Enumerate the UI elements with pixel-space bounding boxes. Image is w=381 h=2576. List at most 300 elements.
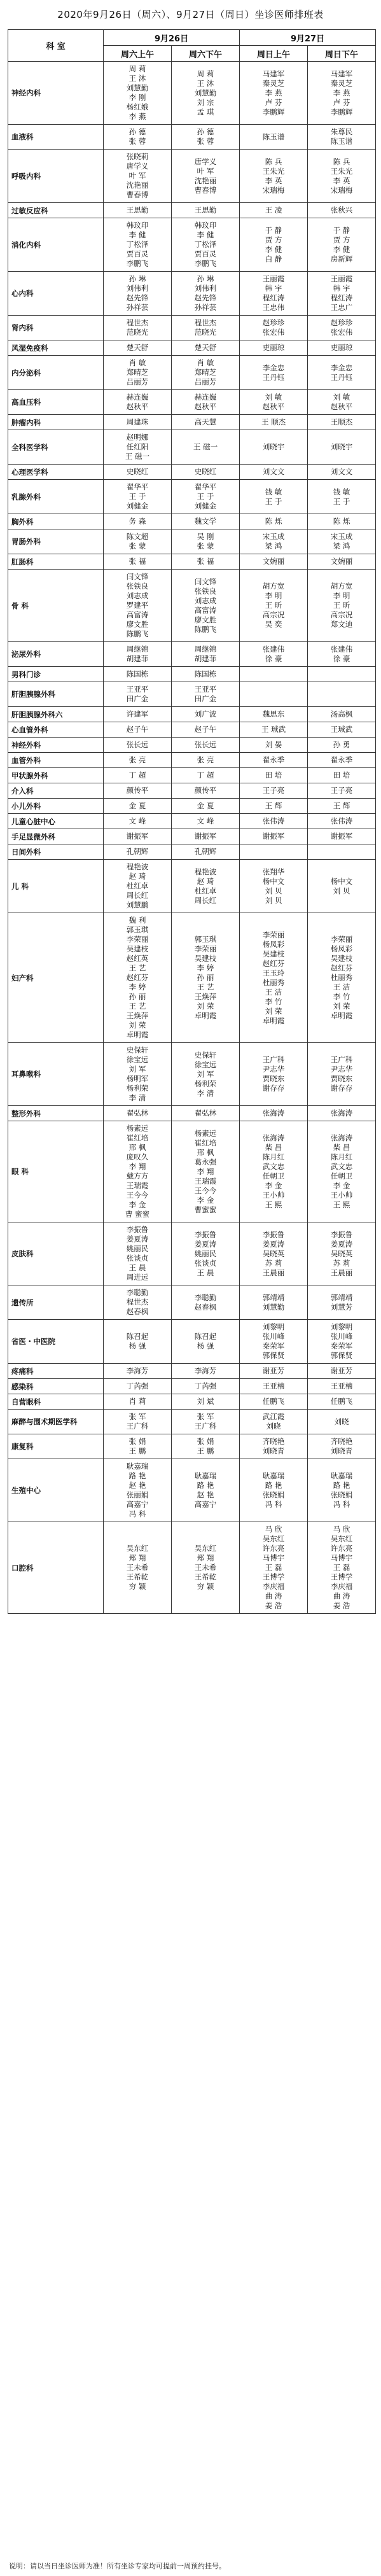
- doctor-name: 史晓红: [126, 467, 149, 476]
- session-cell: [240, 1394, 308, 1410]
- session-cell: [172, 316, 240, 340]
- doctor-name: 张长远: [194, 740, 217, 749]
- doctor-name: 梁 鸿: [265, 542, 282, 550]
- doctor-name: 周进远: [126, 1273, 149, 1282]
- table-row: [8, 514, 376, 529]
- session-cell: [172, 1222, 240, 1285]
- doctor-name: 陈月红: [330, 1152, 353, 1161]
- doctor-name: 李 英: [333, 176, 350, 185]
- doctor-name: 赵子午: [194, 725, 217, 734]
- table-row: [8, 642, 376, 667]
- doctor-name: 赵秋平: [126, 402, 149, 411]
- doctor-name: 王顺杰: [330, 417, 353, 426]
- session-cell: [104, 150, 172, 203]
- department-name: 省医・中医院: [8, 1320, 104, 1364]
- doctor-name: 赵珍珍: [262, 318, 285, 327]
- doctor-name: 吴建枝: [330, 954, 353, 963]
- session-cell: [172, 722, 240, 738]
- session-cell: [240, 390, 308, 415]
- doctor-name: 郑晴芝: [126, 368, 149, 377]
- doctor-name: 李 健: [265, 244, 282, 254]
- doctor-name: 刘志成: [194, 596, 217, 605]
- doctor-name: 陈玉谱: [330, 137, 353, 146]
- doctor-name: 翟华平: [126, 482, 149, 491]
- doctor-name: 金 夏: [197, 801, 214, 810]
- doctor-name: 马建军: [330, 69, 353, 78]
- session-cell: [172, 783, 240, 799]
- doctor-name: 王亚楠: [262, 1382, 285, 1390]
- doctor-name: 陈国栋: [126, 669, 149, 678]
- doctor-name: 赵 艳: [128, 1481, 146, 1490]
- doctor-name: 卓明霞: [126, 1030, 149, 1039]
- session-cell: [172, 707, 240, 722]
- header-sun-pm: 周日下午: [308, 46, 376, 62]
- table-row: [8, 753, 376, 768]
- doctor-name: 韩 宇: [333, 284, 350, 293]
- doctor-name: 杨素远: [194, 1128, 217, 1138]
- doctor-name: 王思勤: [126, 206, 149, 214]
- table-row: [8, 1410, 376, 1434]
- doctor-name: 卓明霞: [262, 1016, 285, 1025]
- doctor-name: 王未希: [126, 1563, 149, 1572]
- doctor-name: 刘 敏: [333, 393, 350, 402]
- doctor-name: 崔红培: [194, 1138, 217, 1147]
- table-row: [8, 1522, 376, 1614]
- doctor-name: 王希乾: [194, 1572, 217, 1581]
- doctor-name: 李 明: [333, 591, 350, 600]
- department-name: 耳鼻喉科: [8, 1043, 104, 1106]
- doctor-name: 王小帅: [330, 1191, 353, 1200]
- doctor-name: 肖 莉: [128, 1397, 146, 1406]
- session-cell: [308, 62, 376, 125]
- session-cell: [240, 768, 308, 783]
- session-cell: [104, 1320, 172, 1364]
- session-cell: [308, 150, 376, 203]
- header-dept: 科 室: [8, 30, 104, 62]
- session-cell: [308, 1222, 376, 1285]
- session-cell: [308, 203, 376, 218]
- session-cell: [240, 316, 308, 340]
- department-name: 心理医学科: [8, 465, 104, 480]
- session-cell: [240, 62, 308, 125]
- doctor-name: 张 娟: [197, 1437, 214, 1446]
- doctor-name: 李鹏辉: [330, 107, 353, 116]
- doctor-name: 张海涛: [262, 1109, 285, 1117]
- session-cell: [172, 465, 240, 480]
- session-cell: [240, 1522, 308, 1614]
- doctor-name: 赵红芬: [262, 958, 285, 968]
- session-cell: [172, 529, 240, 554]
- doctor-name: 苏 莉: [265, 1258, 282, 1268]
- session-cell: [104, 272, 172, 316]
- doctor-name: 郑 翔: [197, 1553, 214, 1562]
- doctor-name: 高天慧: [194, 417, 217, 426]
- session-cell: [104, 768, 172, 783]
- doctor-name: 刘广波: [194, 710, 217, 718]
- session-cell: [104, 529, 172, 554]
- table-row: [8, 913, 376, 1043]
- doctor-name: 胡建菲: [126, 654, 149, 663]
- session-cell: [172, 844, 240, 860]
- doctor-name: 李 金: [128, 1200, 146, 1209]
- session-cell: [172, 1364, 240, 1379]
- doctor-name: 李荣丽: [330, 935, 353, 944]
- doctor-name: 王 沐: [128, 74, 146, 83]
- doctor-name: 赵春枫: [194, 1302, 217, 1312]
- doctor-name: 翟弘林: [126, 1109, 149, 1117]
- session-cell: [104, 480, 172, 514]
- session-cell: [240, 465, 308, 480]
- doctor-name: 史保轩: [126, 1046, 149, 1054]
- session-cell: [240, 1320, 308, 1364]
- doctor-name: 吴建枝: [126, 944, 149, 953]
- doctor-name: 王博学: [262, 1572, 285, 1581]
- session-cell: [240, 1364, 308, 1379]
- doctor-name: 钱 敏: [265, 487, 282, 496]
- doctor-name: 王 沐: [197, 78, 214, 88]
- doctor-name: 陈召起: [194, 1332, 217, 1341]
- doctor-name: 刘 荣: [333, 1002, 350, 1011]
- doctor-name: 王 鹏: [128, 1446, 146, 1455]
- session-cell: [172, 1285, 240, 1320]
- doctor-name: 白 静: [265, 254, 282, 263]
- doctor-name: 张谈贞: [126, 1254, 149, 1263]
- doctor-name: 卓明霞: [194, 1011, 217, 1020]
- doctor-name: 王 磊: [333, 1563, 350, 1572]
- session-cell: [308, 860, 376, 913]
- session-cell: [308, 514, 376, 529]
- session-cell: [172, 913, 240, 1043]
- doctor-name: 王玉玲: [262, 968, 285, 977]
- doctor-name: 杨中文: [330, 876, 353, 886]
- session-cell: [240, 340, 308, 356]
- doctor-name: 姜 浩: [333, 1601, 350, 1610]
- doctor-name: 李 刚: [128, 93, 146, 102]
- doctor-name: 罗建平: [126, 601, 149, 610]
- doctor-name: 吏丽琼: [330, 343, 353, 352]
- doctor-name: 吕丽芳: [126, 377, 149, 386]
- doctor-name: 王 洁: [333, 983, 350, 991]
- doctor-name: 程艳波: [126, 862, 149, 871]
- doctor-name: 张秋兴: [330, 206, 353, 214]
- doctor-name: 张建伟: [262, 645, 285, 654]
- doctor-name: 李金忠: [330, 363, 353, 372]
- doctor-name: 张川峰: [262, 1332, 285, 1341]
- doctor-name: 王小帅: [262, 1191, 285, 1200]
- session-cell: [172, 340, 240, 356]
- session-cell: [104, 316, 172, 340]
- session-cell: [308, 829, 376, 844]
- session-cell: [308, 682, 376, 707]
- doctor-name: 于 静: [333, 225, 350, 235]
- session-cell: [240, 218, 308, 272]
- doctor-name: 房新辉: [330, 254, 353, 263]
- doctor-name: 贾 方: [265, 235, 282, 244]
- doctor-name: 周 莉: [128, 64, 146, 73]
- doctor-name: 陈鹏飞: [194, 624, 217, 634]
- doctor-name: 秦灵芝: [262, 78, 285, 88]
- table-row: [8, 738, 376, 753]
- doctor-name: 肖 敏: [197, 358, 214, 367]
- session-cell: [240, 1459, 308, 1522]
- doctor-name: 颜传平: [194, 786, 217, 795]
- doctor-name: 葛永强: [194, 1157, 217, 1166]
- doctor-name: 务 森: [128, 517, 146, 526]
- doctor-name: 刘伟利: [194, 284, 217, 293]
- doctor-name: 谢亚芳: [262, 1366, 285, 1375]
- department-name: 胃肠外科: [8, 529, 104, 554]
- department-name: 皮肤科: [8, 1222, 104, 1285]
- session-cell: [308, 465, 376, 480]
- doctor-name: 李海芳: [126, 1366, 149, 1375]
- doctor-name: 王 于: [333, 496, 350, 506]
- doctor-name: 王 顺杰: [261, 417, 286, 426]
- doctor-name: 李荣丽: [262, 930, 285, 939]
- doctor-name: 楚天舒: [194, 343, 217, 352]
- doctor-name: 赵珍珍: [330, 318, 353, 327]
- session-cell: [104, 554, 172, 570]
- doctor-name: 李 金: [333, 1181, 350, 1190]
- session-cell: [308, 844, 376, 860]
- doctor-name: 刘 荣: [128, 1021, 146, 1030]
- doctor-name: 李 燕: [333, 88, 350, 97]
- doctor-name: 杜丽秀: [330, 973, 353, 982]
- session-cell: [240, 814, 308, 829]
- session-cell: [104, 707, 172, 722]
- doctor-name: 王晨丽: [262, 1268, 285, 1277]
- doctor-name: 李 清: [128, 1093, 146, 1102]
- session-cell: [172, 799, 240, 814]
- doctor-name: 魏思东: [262, 710, 285, 718]
- doctor-name: 马博宇: [262, 1553, 285, 1562]
- doctor-name: 张 福: [197, 557, 214, 566]
- doctor-name: 闫文锋: [126, 572, 149, 581]
- department-name: 风湿免疫科: [8, 340, 104, 356]
- doctor-name: 高富涛: [126, 610, 149, 619]
- session-cell: [172, 1522, 240, 1614]
- table-row: [8, 1121, 376, 1222]
- session-cell: [308, 913, 376, 1043]
- doctor-name: 丁松泽: [126, 240, 149, 249]
- doctor-name: 曲 涛: [265, 1592, 282, 1600]
- doctor-name: 赵春枫: [126, 1307, 149, 1316]
- session-cell: [172, 390, 240, 415]
- doctor-name: 王 昕: [265, 601, 282, 610]
- doctor-name: 楚天舒: [126, 343, 149, 352]
- doctor-name: 崔红培: [126, 1133, 149, 1142]
- department-name: 肾内科: [8, 316, 104, 340]
- session-cell: [104, 1522, 172, 1614]
- doctor-name: 魏 利: [128, 916, 146, 925]
- session-cell: [308, 554, 376, 570]
- doctor-name: 耿嘉瑞: [194, 1471, 217, 1480]
- doctor-name: 李 金: [197, 1195, 214, 1205]
- doctor-name: 刘黎明: [330, 1322, 353, 1331]
- department-name: 肝胆胰腺外科: [8, 682, 104, 707]
- table-row: [8, 430, 376, 465]
- doctor-name: 王 辉: [265, 801, 282, 810]
- doctor-name: 张海涛: [330, 1133, 353, 1142]
- header-sun-am: 周日上午: [240, 46, 308, 62]
- doctor-name: 李振鲁: [194, 1229, 217, 1239]
- doctor-name: 田广金: [194, 694, 217, 703]
- doctor-name: 李 健: [333, 244, 350, 254]
- doctor-name: 汤高枫: [330, 710, 353, 718]
- doctor-name: 李海芳: [194, 1366, 217, 1375]
- doctor-name: 杨凤彩: [262, 939, 285, 949]
- doctor-name: 曹春博: [126, 190, 149, 199]
- doctor-name: 姜夏涛: [262, 1239, 285, 1249]
- doctor-name: 李 金: [265, 1181, 282, 1190]
- session-cell: [104, 1043, 172, 1106]
- department-name: 介入科: [8, 783, 104, 799]
- table-row: [8, 340, 376, 356]
- doctor-name: 田 培: [265, 771, 282, 780]
- doctor-name: 刘 贝: [265, 886, 282, 895]
- doctor-name: 杜红卓: [126, 881, 149, 890]
- session-cell: [240, 860, 308, 913]
- session-cell: [104, 415, 172, 430]
- doctor-name: 高宗况: [262, 610, 285, 619]
- session-cell: [308, 272, 376, 316]
- session-cell: [240, 829, 308, 844]
- table-row: [8, 465, 376, 480]
- table-row: [8, 707, 376, 722]
- session-cell: [240, 642, 308, 667]
- doctor-name: 任鹏飞: [262, 1397, 285, 1406]
- session-cell: [104, 1121, 172, 1222]
- doctor-name: 李振鲁: [126, 1225, 149, 1234]
- doctor-name: 刘 军: [128, 1065, 146, 1074]
- doctor-name: 王今今: [126, 1191, 149, 1200]
- doctor-name: 张晓娟: [330, 1490, 353, 1499]
- doctor-name: 刘慧勤: [126, 83, 149, 92]
- department-name: 心血管外科: [8, 722, 104, 738]
- doctor-name: 姚丽民: [126, 1244, 149, 1253]
- doctor-name: 贾 方: [333, 235, 350, 244]
- session-cell: [308, 356, 376, 390]
- session-cell: [240, 514, 308, 529]
- session-cell: [240, 799, 308, 814]
- doctor-name: 吴 奕: [265, 620, 282, 629]
- session-cell: [104, 430, 172, 465]
- session-cell: [308, 753, 376, 768]
- session-cell: [172, 570, 240, 642]
- doctor-name: 谢亚芳: [330, 1366, 353, 1375]
- header-date-27: 9月27日: [240, 30, 376, 46]
- doctor-name: 陈 兵: [265, 157, 282, 166]
- doctor-name: 王亚楠: [330, 1382, 353, 1390]
- doctor-name: 王博学: [330, 1572, 353, 1581]
- doctor-name: 张 蓉: [128, 137, 146, 146]
- session-cell: [104, 738, 172, 753]
- session-cell: [240, 722, 308, 738]
- department-name: 乳腺外科: [8, 480, 104, 514]
- department-name: 心内科: [8, 272, 104, 316]
- department-name: 口腔科: [8, 1522, 104, 1614]
- doctor-name: 李庆福: [262, 1582, 285, 1591]
- department-name: 血液科: [8, 125, 104, 150]
- department-name: 遗传所: [8, 1285, 104, 1320]
- doctor-name: 赵子午: [126, 725, 149, 734]
- doctor-name: 王子亮: [330, 786, 353, 795]
- doctor-name: 吴东红: [126, 1544, 149, 1553]
- session-cell: [104, 1459, 172, 1522]
- doctor-name: 周长红: [194, 895, 217, 905]
- header-row-dates: [8, 30, 376, 46]
- doctor-name: 张川峰: [330, 1332, 353, 1341]
- doctor-name: 冯 科: [128, 1509, 146, 1518]
- session-cell: [104, 913, 172, 1043]
- doctor-name: 文 峰: [128, 816, 146, 825]
- doctor-name: 邢 枫: [128, 1143, 146, 1152]
- doctor-name: 赵先锋: [194, 293, 217, 302]
- session-cell: [104, 1222, 172, 1285]
- table-row: [8, 829, 376, 844]
- session-cell: [240, 570, 308, 642]
- doctor-name: 胡方宽: [262, 582, 285, 591]
- doctor-name: 王忠广: [330, 303, 353, 312]
- department-name: 手足显微外科: [8, 829, 104, 844]
- doctor-name: 王瑞霞: [194, 1176, 217, 1186]
- session-cell: [308, 570, 376, 642]
- doctor-name: 张伟涛: [262, 816, 285, 825]
- doctor-name: 李鹏飞: [194, 259, 217, 268]
- doctor-name: 杨利荣: [194, 1079, 217, 1088]
- session-cell: [308, 1320, 376, 1364]
- table-row: [8, 272, 376, 316]
- session-cell: [240, 272, 308, 316]
- doctor-name: 刘健金: [194, 501, 217, 510]
- doctor-name: 孙 琳: [197, 274, 214, 283]
- doctor-name: 王晨丽: [330, 1268, 353, 1277]
- doctor-name: 叶 军: [128, 171, 146, 180]
- doctor-name: 郭靖靖: [330, 1292, 353, 1302]
- doctor-name: 姜夏涛: [330, 1239, 353, 1249]
- doctor-name: 王广科: [194, 1422, 217, 1431]
- doctor-name: 张晓莉: [126, 152, 149, 161]
- session-cell: [308, 707, 376, 722]
- doctor-name: 柴 昌: [265, 1143, 282, 1152]
- doctor-name: 路 艳: [265, 1481, 282, 1490]
- doctor-name: 孙 勇: [333, 740, 350, 749]
- doctor-name: 程红涛: [330, 293, 353, 302]
- session-cell: [104, 667, 172, 682]
- doctor-name: 高富涛: [194, 605, 217, 615]
- session-cell: [104, 570, 172, 642]
- doctor-name: 陈 烁: [265, 517, 282, 526]
- session-cell: [172, 218, 240, 272]
- doctor-name: 赫连巍: [194, 393, 217, 402]
- doctor-name: 王 磊: [265, 1563, 282, 1572]
- doctor-name: 郑 翔: [128, 1553, 146, 1562]
- doctor-name: 路 艳: [333, 1481, 350, 1490]
- doctor-name: 唐学义: [126, 162, 149, 171]
- doctor-name: 谢振军: [126, 832, 149, 841]
- session-cell: [308, 1394, 376, 1410]
- doctor-name: 贾百灵: [194, 249, 217, 258]
- department-name: 消化内科: [8, 218, 104, 272]
- doctor-name: 马 欣: [333, 1525, 350, 1534]
- doctor-name: 周长红: [126, 891, 149, 900]
- doctor-name: 丁芮强: [194, 1382, 217, 1390]
- session-cell: [172, 554, 240, 570]
- doctor-name: 张 亮: [197, 755, 214, 764]
- session-cell: [172, 514, 240, 529]
- doctor-name: 程世杰: [126, 1298, 149, 1306]
- schedule-table: [8, 29, 376, 1614]
- doctor-name: 孙 德: [128, 127, 146, 136]
